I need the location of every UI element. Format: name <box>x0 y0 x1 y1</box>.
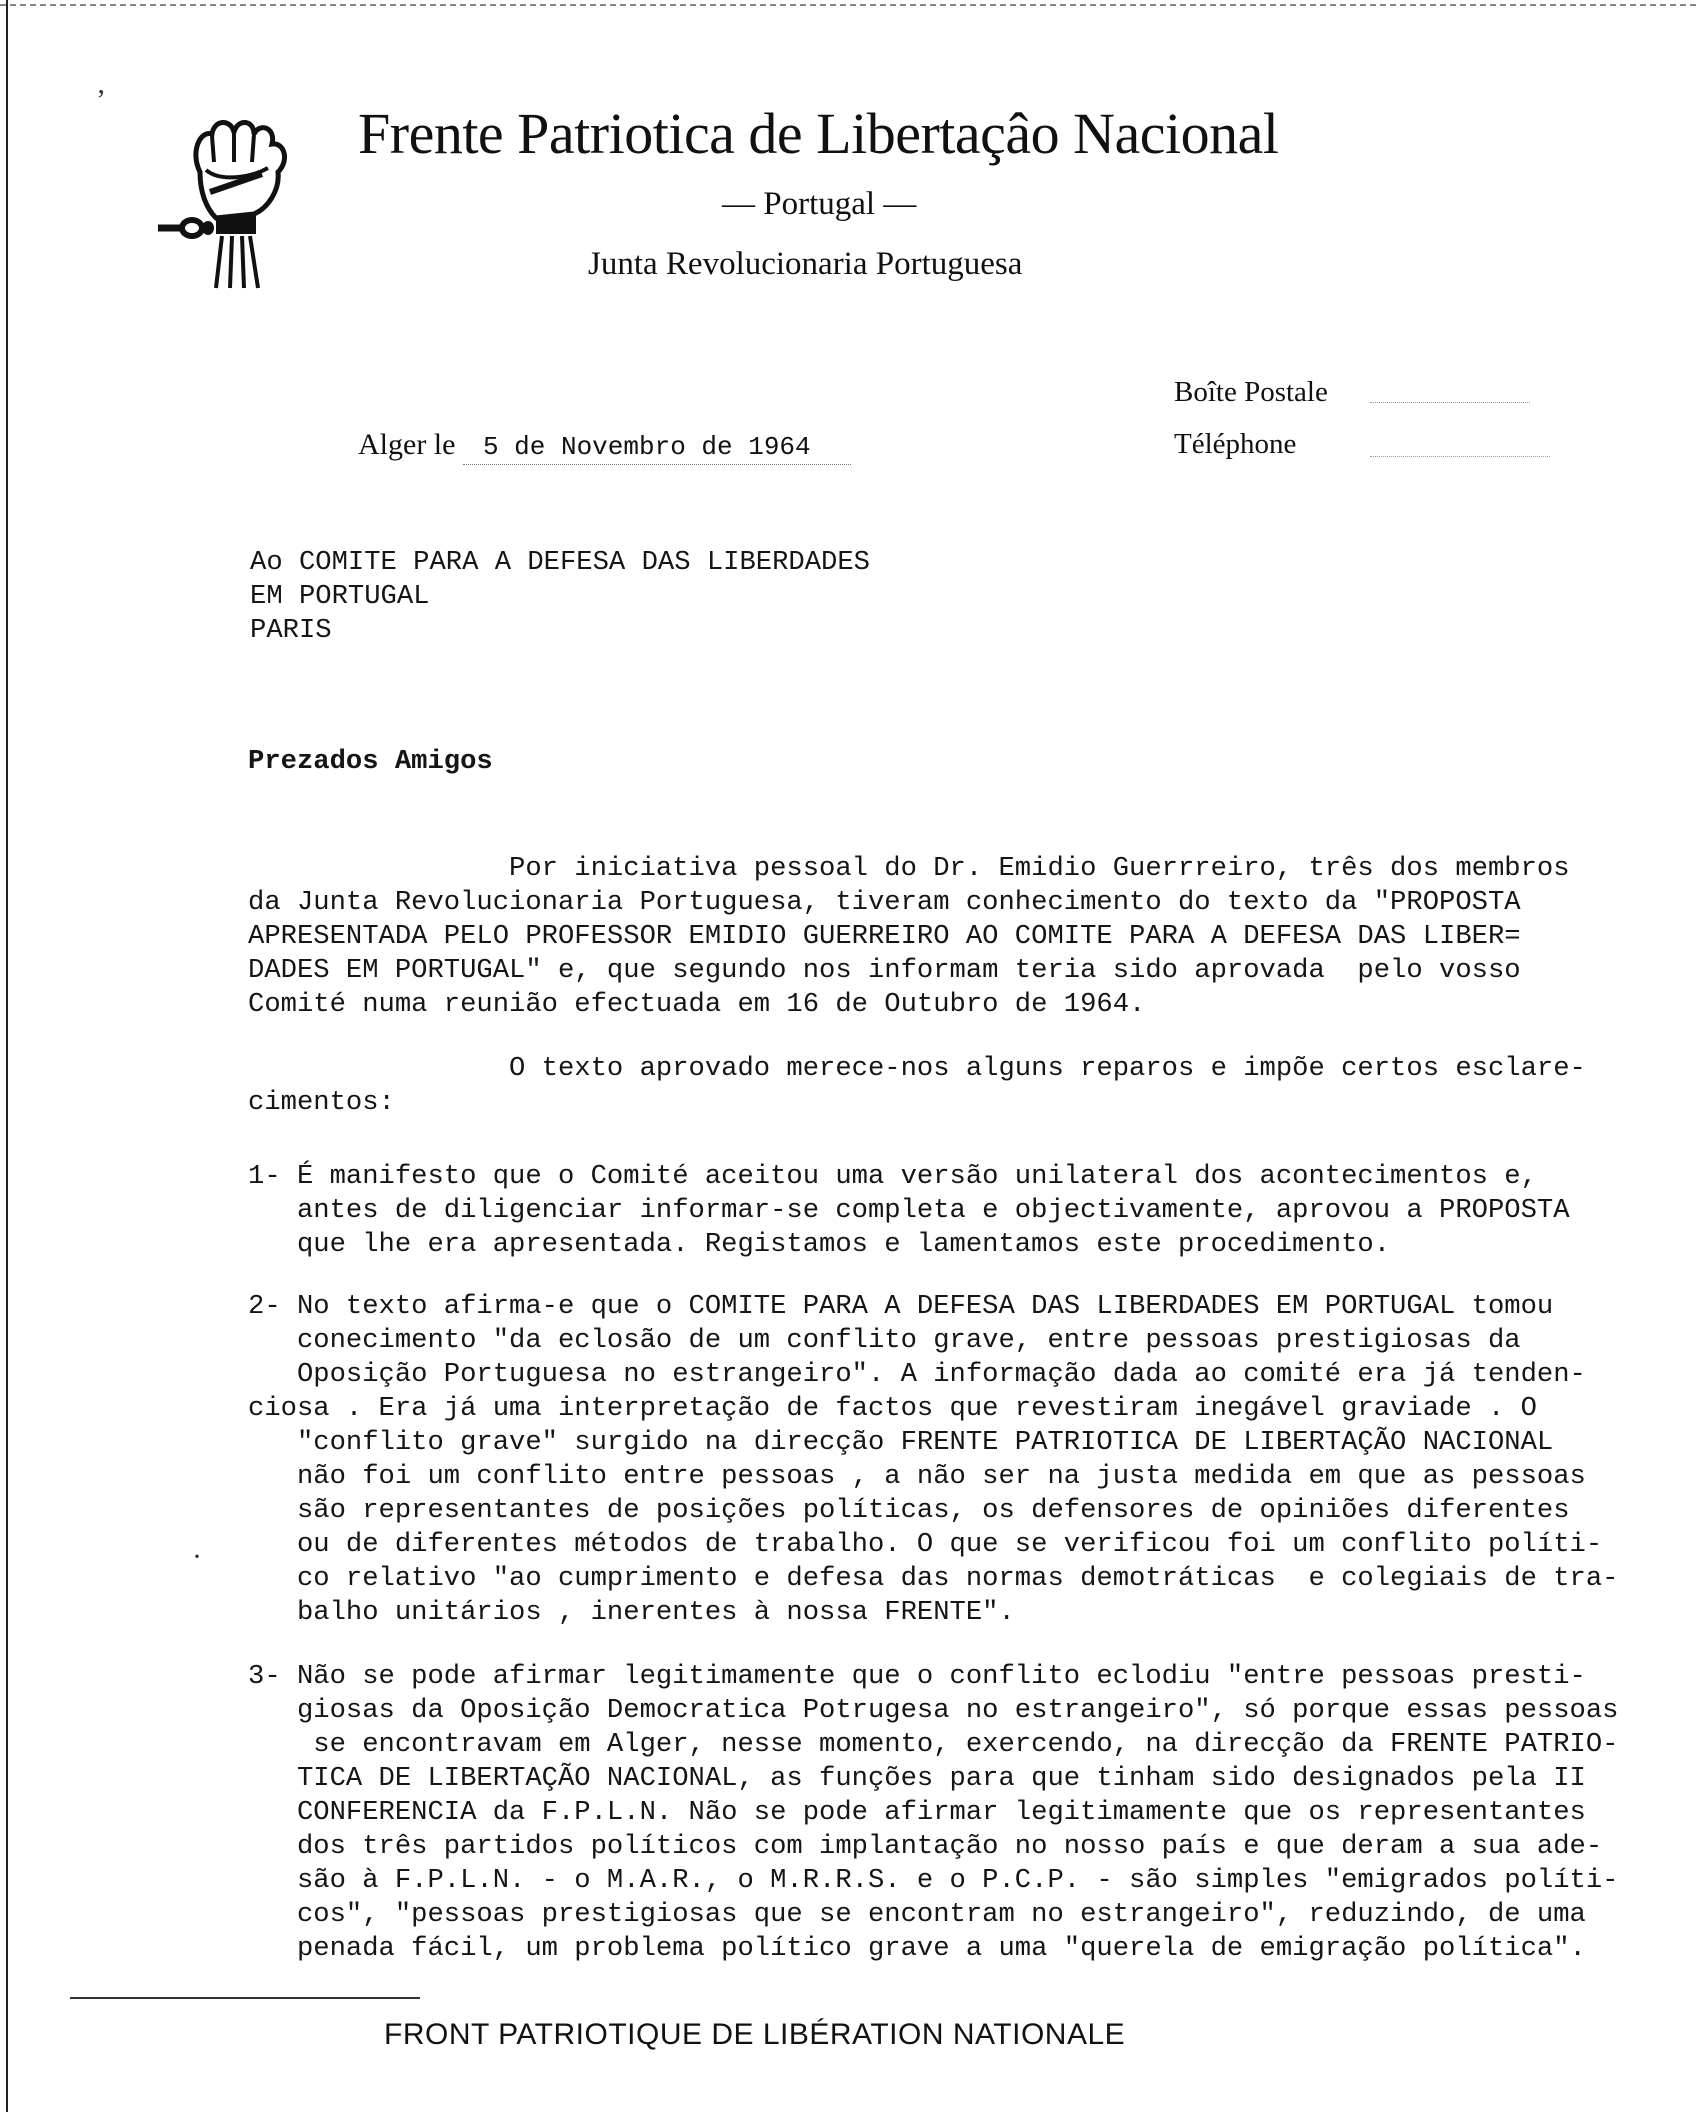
salutation: Prezados Amigos <box>248 746 493 777</box>
boite-postale-label: Boîte Postale <box>1174 376 1328 408</box>
addressee-block: Ao COMITE PARA A DEFESA DAS LIBERDADES EM PORTUGAL PARIS <box>250 547 870 646</box>
numbered-point-2: 2- No texto afirma-e que o COMITE PARA A DEFESA DAS LIBERDADES EM PORTUGAL tomou conecimento "da eclosão de um conflito grave, entre pessoas prestigiosas da Oposição Portuguesa no estrangeiro". A informação dada ao comité era já tenden- ciosa . Era já uma interpretação de factos que revestiram inegável graviade . O "conflito grave" surgido na direcção FRENTE PATRIOTICA DE LIBERTAÇÃO NACIONAL não foi um conflito entre pessoas , a não ser na justa medida em que as pessoas são representantes de posições políticas, os defensores de opiniões diferentes ou de diferentes métodos de trabalho. O que se verificou foi um conflito políti- co relativo "ao cumprimento e defesa das normas demotráticas e colegiais de tra- balho unitários , inerentes à nossa FRENTE". <box>248 1291 1619 1628</box>
dateline-date: 5 de Novembro de 1964 <box>463 432 851 465</box>
numbered-point-3: 3- Não se pode afirmar legitimamente que o conflito eclodiu "entre pessoas presti- giosas da Oposição Democratica Potrugesa no estrangeiro", só porque essas pessoas se encontravam em Alger, nesse momento, exercendo, na direcção da FRENTE PATRIO- TICA DE LIBERTAÇÃO NACIONAL, as funções para que tinham sido designados pela II CONFERENCIA da F.P.L.N. Não se pode afirmar legitimamente que os representantes dos três partidos políticos com implantação no nosso país e que deram a sua ade- são à F.P.L.N. - o M.A.R., o M.R.R.S. e o P.C.P. - são simples "emigrados políti- cos", "pessoas prestigiosas que se encontram no estrangeiro", reduzindo, de uma penada fácil, um problema político grave a uma "querela de emigração política". <box>248 1661 1619 1964</box>
dateline <box>358 428 851 462</box>
raised-fist-broken-chain-logo <box>150 112 300 292</box>
organization-title: Frente Patriotica de Libertaçâo Nacional <box>358 101 1279 166</box>
dateline-place: Alger le <box>358 428 456 461</box>
numbered-point-1: 1- É manifesto que o Comité aceitou uma versão unilateral dos acontecimentos e, antes de diligenciar informar-se completa e objectivamente, aprovou a PROPOSTA que lhe era apresentada. Registamos e lamentamos este procedimento. <box>248 1161 1570 1260</box>
footer-organization-name: FRONT PATRIOTIQUE DE LIBÉRATION NATIONALE <box>384 2018 1126 2051</box>
page-left-edge <box>6 0 8 2112</box>
page-top-edge <box>0 4 1696 7</box>
telephone-blank <box>1370 456 1550 457</box>
footer-rule <box>70 1997 420 1999</box>
paragraph-intro: Por iniciativa pessoal do Dr. Emidio Guerrreiro, três dos membros da Junta Revolucionaria Portuguesa, tiveram conhecimento do texto da "PROPOSTA APRESENTADA PELO PROFESSOR EMIDIO GUERREIRO AO COMITE PARA A DEFESA DAS LIBER= DADES EM PORTUGAL" e, que segundo nos informam teria sido aprovada pelo vosso Comité numa reunião efectuada em 16 de Outubro de 1964. <box>248 853 1570 1020</box>
telephone-label: Téléphone <box>1174 428 1297 460</box>
organization-junta: Junta Revolucionaria Portuguesa <box>588 246 1023 282</box>
ink-mark: ʼ <box>96 84 106 117</box>
boite-postale-blank <box>1370 402 1530 403</box>
organization-country: — Portugal — <box>722 186 917 222</box>
paragraph-remarks: O texto aprovado merece-nos alguns reparos e impõe certos esclare- cimentos: <box>248 1053 1586 1118</box>
ink-dot: · <box>192 1540 202 1573</box>
